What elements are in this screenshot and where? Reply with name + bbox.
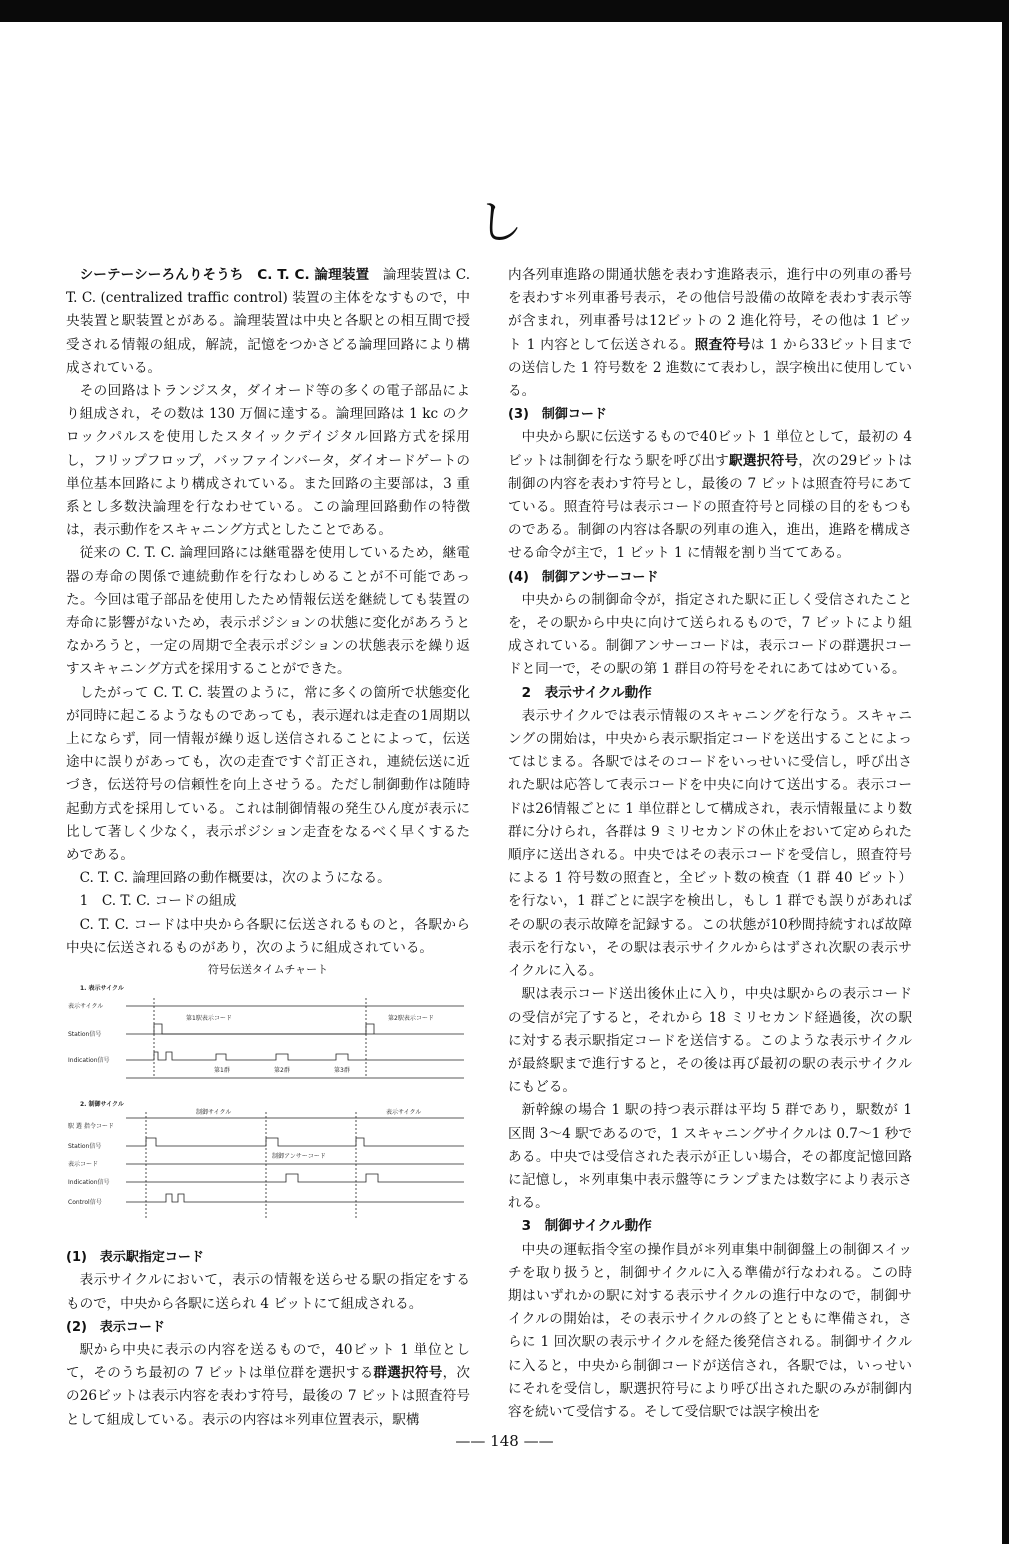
fig-row-label: Indication信号 xyxy=(68,1057,110,1065)
section-heading: 1 C. T. C. コードの組成 xyxy=(79,893,237,910)
bold-term: 駅選択符号 xyxy=(729,452,799,469)
section-heading: 3 制御サイクル動作 xyxy=(521,1218,652,1235)
scan-top-border xyxy=(0,0,1009,22)
paragraph: 新幹線の場合 1 駅の持つ表示群は平均 5 群であり，駅数が 1 区間 3～4 駅であるので，1 スキャニングサイクルは 0.7～1 秒である。中央では受信された表示が正しい場合，その都度記憶回路に記憶し，＊列車集中表示盤等にランプまたは数字により表示される。 xyxy=(508,1102,912,1212)
fig-mark: 制御サイクル xyxy=(196,1109,232,1117)
bold-term: 群選択符号 xyxy=(373,1365,443,1382)
right-column xyxy=(508,264,912,1424)
fig-mark: 表示サイクル xyxy=(386,1109,422,1117)
fig-mark: 第3群 xyxy=(334,1067,350,1075)
fig-row-label: Station信号 xyxy=(68,1143,102,1151)
left-column xyxy=(66,264,470,1432)
entry-paragraph-1 xyxy=(66,264,470,380)
paragraph: 中央からの制御命令が，指定された駅に正しく受信されたことを，その駅から中央に向けて送られるもので，7 ビットにより組成されている。制御アンサーコードは，表示コードの群選択コードと同一で，その駅の第 1 群目の符号をそれにあてはめている。 xyxy=(508,591,912,678)
section-kana-heading: し xyxy=(477,195,523,249)
fig-row-label: Control信号 xyxy=(68,1199,102,1207)
text: は 1 から33ビット目までの送信した 1 符号数を 2 進数にて表わし，誤字検出に使用している。 xyxy=(508,336,913,400)
subheading-text: (4) 制御アンサーコード xyxy=(508,569,659,585)
subheading xyxy=(508,566,912,589)
subheading-text: (3) 制御コード xyxy=(508,407,607,423)
fig-mark: 第2駅表示コード xyxy=(388,1015,434,1023)
fig-row-label: Indication信号 xyxy=(68,1179,110,1187)
fig-row-label: 表示サイクル xyxy=(68,1003,104,1011)
timing-chart-figure xyxy=(66,978,466,1240)
text: 駅から中央に表示の内容を送るもので，40ビット 1 単位として，そのうち最初の 7 ビットは単位群を選択する xyxy=(66,1341,470,1382)
text: 中央から駅に伝送するもので40ビット 1 単位として，最初の 4 ビットは制御を行なう駅を呼び出す xyxy=(508,429,912,469)
page-number: —— 148 —— xyxy=(455,1432,554,1450)
fig-mark: 第2群 xyxy=(274,1067,290,1075)
subheading xyxy=(66,1316,470,1339)
paragraph: C. T. C. 論理回路の動作概要は，次のようになる。 xyxy=(79,870,391,887)
fig-mark: 第1駅表示コード xyxy=(186,1015,232,1023)
paragraph xyxy=(508,426,912,565)
fig-section-1: 1. 表示サイクル xyxy=(80,985,124,993)
subheading-text: (1) 表示駅指定コード xyxy=(66,1250,204,1266)
page-number-value: 148 xyxy=(490,1432,519,1450)
text: ，次の26ビットは表示内容を表わす符号，最後の 7 ビットは照査符号として組成している。表示の内容は＊列車位置表示，駅構 xyxy=(66,1365,471,1428)
subheading-text: (2) 表示コード xyxy=(66,1319,165,1335)
text: ，次の29ビットは制御の内容を表わす符号とし，最後の 7 ビットは照査符号にあてている。照査符号は表示コードの照査符号と同様の目的をもつものである。制御の内容は各駅の列車の進入，進出，進路を構成させる命令が主で，1 ビット 1 に情報を割り当ててある。 xyxy=(508,452,912,562)
entry-text: 論理装置は C. T. C. (centralized traffic control) 装置の主体をなすもので，中央装置と駅装置とがある。論理装置は中央と各駅との相互間で授受される情報の組成，解読，記憶をつかさどる論理回路により構成されている。 xyxy=(66,267,471,376)
paragraph: 表示サイクルにおいて，表示の情報を送らせる駅の指定をするもので，中央から各駅に送られ 4 ビットにて組成される。 xyxy=(66,1272,470,1312)
text: 内各列車進路の開通状態を表わす進路表示，進行中の列車の番号を表わす＊列車番号表示，その他信号設備の故障を表わす表示等が含まれ，列車番号は12ビットの 2 進化符号，その他は 1 ビット 1 内容として伝送される。 xyxy=(508,267,912,353)
fig-row-label: Station信号 xyxy=(68,1031,102,1039)
figure-caption: 符号伝送タイムチャート xyxy=(207,963,329,977)
fig-row-label: 表示コード xyxy=(68,1161,99,1169)
subheading xyxy=(66,1246,470,1269)
fig-section-2: 2. 制御サイクル xyxy=(80,1101,124,1109)
subheading xyxy=(508,403,912,426)
paragraph xyxy=(66,1339,470,1432)
paragraph: 中央の運転指令室の操作員が＊列車集中制御盤上の制御スイッチを取り扱うと，制御サイクルに入る準備が行なわれる。この時期はいずれかの駅に対する表示サイクルの進行中なので，制御サイクルの開始は，その表示サイクルの終了とともに準備され，さらに 1 回次駅の表示サイクルを経た後発信される。制御サイクルに入ると，中央から制御コードが送信され，各駅では，いっせいにそれを受信し，駅選択符号により呼び出された駅のみが制御内容を続いて受信する。そして受信駅では誤字検出を xyxy=(508,1241,912,1420)
fig-mark: 制御アンサーコード xyxy=(272,1153,326,1161)
entry-title: シーテーシーろんりそうち C. T. C. 論理装置 xyxy=(79,267,370,283)
paragraph: 表示サイクルでは表示情報のスキャニングを行なう。スキャニングの開始は，中央から表示駅指定コードを送出することによってはじまる。各駅ではそのコードをいっせいに受信し，呼び出された駅は応答して表示コードを中央に向けて送出する。表示コードは26情報ごとに 1 単位群として構成され，表示情報量により数群に分けられ，各群は 9 ミリセカンドの休止をおいて定められた順序に送出される。中央ではその表示コードを受信し，照査符号による 1 符号数の照査と，全ビット数の検査（1 群 40 ビット）を行ない，1 群ごとに誤字を検出し，もし 1 群でも誤りがあればその駅の表示故障を記録する。この状態が10秒間持続すれば故障表示を行ない，その駅は表示サイクルからはずされ次駅の表示サイクルに入る。 xyxy=(508,707,912,980)
paragraph: 駅は表示コード送出後休止に入り，中央は駅からの表示コードの受信が完了すると，それから 18 ミリセカンド経過後，次の駅に対する表示駅指定コードを送信する。このような表示サイクルが最終駅まで進行すると，その後は再び最初の駅の表示サイクルにもどる。 xyxy=(508,986,912,1096)
scan-right-border xyxy=(1002,0,1009,1544)
fig-row-label: 駅 選 指令コード xyxy=(68,1123,114,1131)
paragraph: 従来の C. T. C. 論理回路には継電器を使用しているため，継電器の寿命の関係で連続動作を行なわしめることが不可能であった。今回は電子部品を使用したため情報伝送を継続しても装置の寿命に影響がないため，表示ポジションの状態に変化があろうとなかろうと，一定の周期で全表示ポジションの状態表示を繰り返すスキャニング方式を採用することができた。 xyxy=(66,545,470,678)
paragraph: したがって C. T. C. 装置のように，常に多くの箇所で状態変化が同時に起こるようなものであっても，表示遅れは走査の1周期以上にならず，同一情報が繰り返し送信されることによって，伝送途中に誤りがあっても，次の走査ですぐ訂正され，連続伝送に近づき，伝送符号の信頼性を向上させうる。ただし制御動作は随時起動方式を採用している。これは制御情報の発生ひん度が表示に比して著しく少なく，表示ポジション走査をなるべく早くするためである。 xyxy=(66,684,470,864)
fig-mark: 第1群 xyxy=(214,1067,230,1075)
section-heading: 2 表示サイクル動作 xyxy=(521,684,652,701)
paragraph xyxy=(508,264,912,403)
paragraph: C. T. C. コードは中央から各駅に伝送されるものと，各駅から中央に伝送されるものがあり，次のように組成されている。 xyxy=(66,916,470,956)
paragraph: その回路はトランジスタ，ダイオード等の多くの電子部品により組成され，その数は 130 万個に達する。論理回路は 1 kc のクロックパルスを使用したスタイックデイジタル回路方式を採用し，フリップフロップ，バッファインバータ，ダイオードゲートの単位基本回路により構成されている。また回路の主要部は，3 重系とし多数決論理を行なわせている。この論理回路動作の特徴は，表示動作をスキャニング方式としたことである。 xyxy=(66,383,470,539)
bold-term: 照査符号 xyxy=(694,336,751,353)
